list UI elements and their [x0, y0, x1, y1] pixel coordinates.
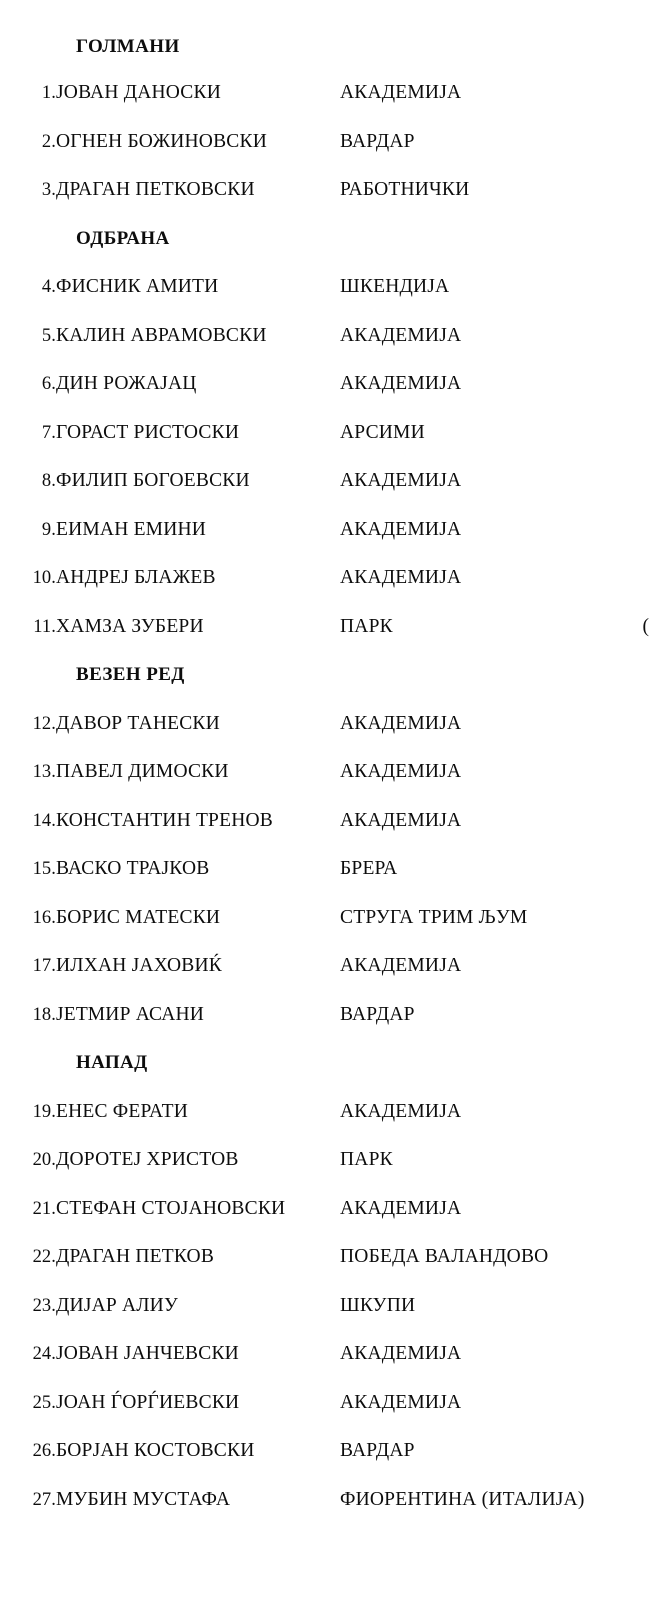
player-name: КОНСТАНТИН ТРЕНОВ: [56, 809, 273, 831]
section-heading-row: [0, 36, 649, 82]
player-number: 10.: [32, 568, 56, 588]
player-name: ГОРАСТ РИСТОСКИ: [56, 421, 240, 443]
player-name: ЈОВАН ДАНОСКИ: [56, 82, 221, 103]
player-name: ЕНЕС ФЕРАТИ: [56, 1100, 189, 1122]
section-heading-row: [0, 228, 649, 277]
player-club: АКАДЕМИЈА: [340, 567, 462, 588]
player-name: ДИЈАР АЛИУ: [56, 1294, 178, 1316]
player-name: МУБИН МУСТАФА: [56, 1488, 231, 1510]
player-row: [0, 567, 649, 616]
player-row: [0, 131, 649, 180]
player-row: [0, 713, 649, 762]
player-row: [0, 179, 649, 228]
player-name: ОГНЕН БОЖИНОВСКИ: [56, 130, 267, 152]
player-club: ШКУПИ: [340, 1294, 416, 1316]
player-club: АКАДЕМИЈА: [340, 518, 462, 540]
player-row: [0, 1004, 649, 1053]
player-name: ХАМЗА ЗУБЕРИ: [56, 615, 204, 637]
player-club: СТРУГА ТРИМ ЉУМ: [340, 906, 528, 928]
player-name: ИЛХАН ЈАХОВИЌ: [56, 955, 222, 976]
player-name: ЈОВАН ЈАНЧЕВСКИ: [56, 1343, 239, 1364]
player-row: [0, 1295, 649, 1344]
player-name: ДРАГАН ПЕТКОВ: [56, 1246, 215, 1267]
player-club: РАБОТНИЧКИ: [340, 179, 470, 200]
player-row: [0, 519, 649, 568]
section-heading-label: ВЕЗЕН РЕД: [76, 664, 185, 685]
player-row: [0, 858, 649, 907]
player-name: СТЕФАН СТОЈАНОВСКИ: [56, 1197, 286, 1219]
player-club: ШКЕНДИЈА: [340, 276, 450, 297]
player-number: 21.: [32, 1198, 56, 1219]
player-number: 20.: [32, 1150, 56, 1170]
player-number: 16.: [32, 907, 56, 928]
cut-off-text-edge: (: [642, 615, 649, 637]
player-club: ПАРК: [340, 1149, 393, 1170]
player-club: АКАДЕМИЈА: [340, 82, 462, 103]
player-number: 3.: [41, 180, 56, 200]
player-name: БОРЈАН КОСТОВСКИ: [56, 1440, 255, 1461]
player-number: 24.: [32, 1344, 56, 1364]
player-row: [0, 1392, 649, 1441]
player-name: ДИН РОЖАЈАЦ: [56, 373, 197, 394]
player-row: [0, 325, 649, 374]
player-name: ДРАГАН ПЕТКОВСКИ: [56, 179, 255, 200]
player-row: [0, 276, 649, 325]
player-number: 18.: [32, 1004, 56, 1025]
player-row: [0, 82, 649, 131]
player-row: [0, 1149, 649, 1198]
player-club: АКАДЕМИЈА: [340, 1343, 462, 1364]
player-number: 22.: [32, 1247, 56, 1267]
player-number: 25.: [32, 1392, 56, 1413]
player-number: 23.: [32, 1295, 56, 1316]
player-row: [0, 1440, 649, 1489]
player-name: ЈОАН ЃОРЃИЕВСКИ: [56, 1391, 240, 1413]
player-name: АНДРЕЈ БЛАЖЕВ: [56, 567, 216, 588]
player-number: 14.: [32, 810, 56, 831]
player-number: 17.: [32, 956, 56, 976]
player-club: АКАДЕМИЈА: [340, 712, 462, 734]
player-row: [0, 1198, 649, 1247]
player-row: [0, 470, 649, 519]
player-name: ПАВЕЛ ДИМОСКИ: [56, 761, 229, 782]
player-club: АРСИМИ: [340, 421, 425, 443]
player-row: [0, 422, 649, 471]
player-name: ФИСНИК АМИТИ: [56, 276, 219, 297]
player-club: БРЕРА: [340, 858, 398, 879]
player-row: [0, 1101, 649, 1150]
player-club: ВАРДАР: [340, 1440, 415, 1461]
player-name: ДОРОТЕЈ ХРИСТОВ: [56, 1149, 239, 1170]
player-number: 19.: [32, 1101, 56, 1122]
player-club: АКАДЕМИЈА: [340, 1391, 462, 1413]
player-row: [0, 955, 649, 1004]
player-number: 1.: [41, 83, 56, 103]
player-row: [0, 1246, 649, 1295]
player-number: 9.: [41, 519, 56, 540]
player-number: 15.: [32, 859, 56, 879]
player-club: АКАДЕМИЈА: [340, 761, 462, 782]
player-club: АКАДЕМИЈА: [340, 373, 462, 394]
player-club: АКАДЕМИЈА: [340, 809, 462, 831]
player-row: [0, 1343, 649, 1392]
player-club: ВАРДАР: [340, 1003, 415, 1025]
player-number: 5.: [41, 325, 56, 346]
player-club: ФИОРЕНТИНА (ИТАЛИЈА): [340, 1488, 585, 1510]
player-number: 8.: [41, 471, 56, 491]
roster-list: [0, 36, 649, 1537]
player-row: [0, 616, 649, 665]
player-number: 2.: [41, 131, 56, 152]
player-name: ВАСКО ТРАЈКОВ: [56, 858, 210, 879]
player-row: [0, 373, 649, 422]
player-club: АКАДЕМИЈА: [340, 324, 462, 346]
section-heading-row: [0, 664, 649, 713]
player-name: БОРИС МАТЕСКИ: [56, 906, 221, 928]
player-name: ДАВОР ТАНЕСКИ: [56, 712, 220, 734]
player-club: АКАДЕМИЈА: [340, 1100, 462, 1122]
player-number: 11.: [33, 616, 56, 637]
player-name: ФИЛИП БОГОЕВСКИ: [56, 470, 250, 491]
player-number: 12.: [32, 713, 56, 734]
section-heading-label: ГОЛМАНИ: [76, 36, 180, 57]
player-number: 6.: [41, 374, 56, 394]
player-number: 4.: [41, 277, 56, 297]
player-club: АКАДЕМИЈА: [340, 470, 462, 491]
player-row: [0, 1489, 649, 1538]
player-name: ЈЕТМИР АСАНИ: [56, 1003, 205, 1025]
section-heading-label: ОДБРАНА: [76, 227, 170, 249]
player-club: АКАДЕМИЈА: [340, 955, 462, 976]
section-heading-row: [0, 1052, 649, 1101]
player-row: [0, 810, 649, 859]
player-name: КАЛИН АВРАМОВСКИ: [56, 324, 267, 346]
player-name: ЕИМАН ЕМИНИ: [56, 518, 207, 540]
player-club: АКАДЕМИЈА: [340, 1197, 462, 1219]
player-number: 27.: [32, 1489, 56, 1510]
player-number: 13.: [32, 762, 56, 782]
player-club: ПОБЕДА ВАЛАНДОВО: [340, 1246, 549, 1267]
section-heading-label: НАПАД: [76, 1052, 148, 1073]
player-club: ПАРК: [340, 615, 393, 637]
player-club: ВАРДАР: [340, 130, 415, 152]
player-row: [0, 761, 649, 810]
player-number: 26.: [32, 1441, 56, 1461]
player-row: [0, 907, 649, 956]
player-number: 7.: [41, 422, 56, 443]
